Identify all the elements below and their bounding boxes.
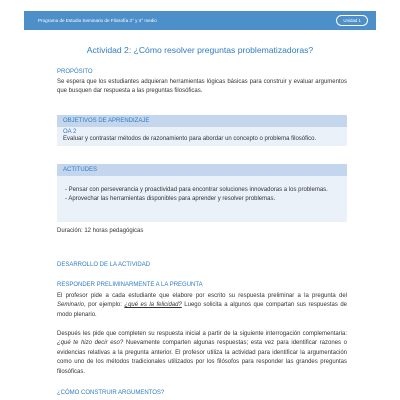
program-name: Programa de Estudio Seminario de Filosofía 3° y 4° medio	[38, 18, 157, 23]
actitud-item: - Aprovechar las herramientas disponibles para aprender y resolver problemas.	[65, 195, 339, 204]
activity-title: Actividad 2: ¿Cómo resolver preguntas problematizadoras?	[86, 45, 314, 55]
proposito-text: Se espera que los estudiantes adquieran herramientas lógicas básicas para construir y evaluar argumentos que busquen dar respuesta a las preguntas filosóficas.	[57, 79, 347, 95]
document-header-bar	[24, 11, 376, 30]
desarrollo-heading: DESARROLLO DE LA ACTIVIDAD	[57, 262, 151, 268]
duracion-text: Duración: 12 horas pedagógicas	[57, 228, 144, 234]
objetivos-oa: OA 2	[63, 129, 77, 135]
objetivos-text: Evaluar y contrastar métodos de razonamiento para abordar un concepto o problema filosófico.	[63, 136, 317, 142]
objetivos-box	[57, 115, 347, 146]
actitudes-heading: ACTITUDES	[57, 164, 347, 176]
objetivos-heading: OBJETIVOS DE APRENDIZAJE	[57, 115, 347, 127]
proposito-heading: PROPÓSITO	[57, 69, 93, 75]
actitud-item: - Pensar con perseverancia y proactividad para encontrar soluciones innovadoras a los problemas.	[65, 186, 339, 195]
desarrollo-paragraph-1: El profesor pide a cada estudiante que elabore por escrito su respuesta preliminar a la pregunta del Seminario, por ejemplo: ¿qué es la felicidad? Luego solicita a algunos que compartan sus respuestas de modo plenario.	[57, 293, 347, 318]
actitudes-box	[57, 164, 347, 222]
unit-badge: Unidad 1	[336, 15, 368, 26]
actitudes-list	[57, 176, 347, 209]
next-section-heading: ¿CÓMO CONSTRUIR ARGUMENTOS?	[57, 390, 165, 396]
desarrollo-subheading: RESPONDER PRELIMINARMENTE A LA PREGUNTA	[57, 282, 203, 288]
desarrollo-paragraph-2: Después les pide que completen su respuesta inicial a partir de la siguiente interrogación complementaria: ¿qué te hizo decir eso? Nuevamente comparten algunas respuestas; esta vez para identificar razones o evidencias relativas a la pregunta anterior. El profesor utiliza la actividad para identificar la argumentación como uno de los métodos tradicionales utilizados por los filósofos para responder las grandes preguntas filosóficas.	[57, 331, 347, 375]
